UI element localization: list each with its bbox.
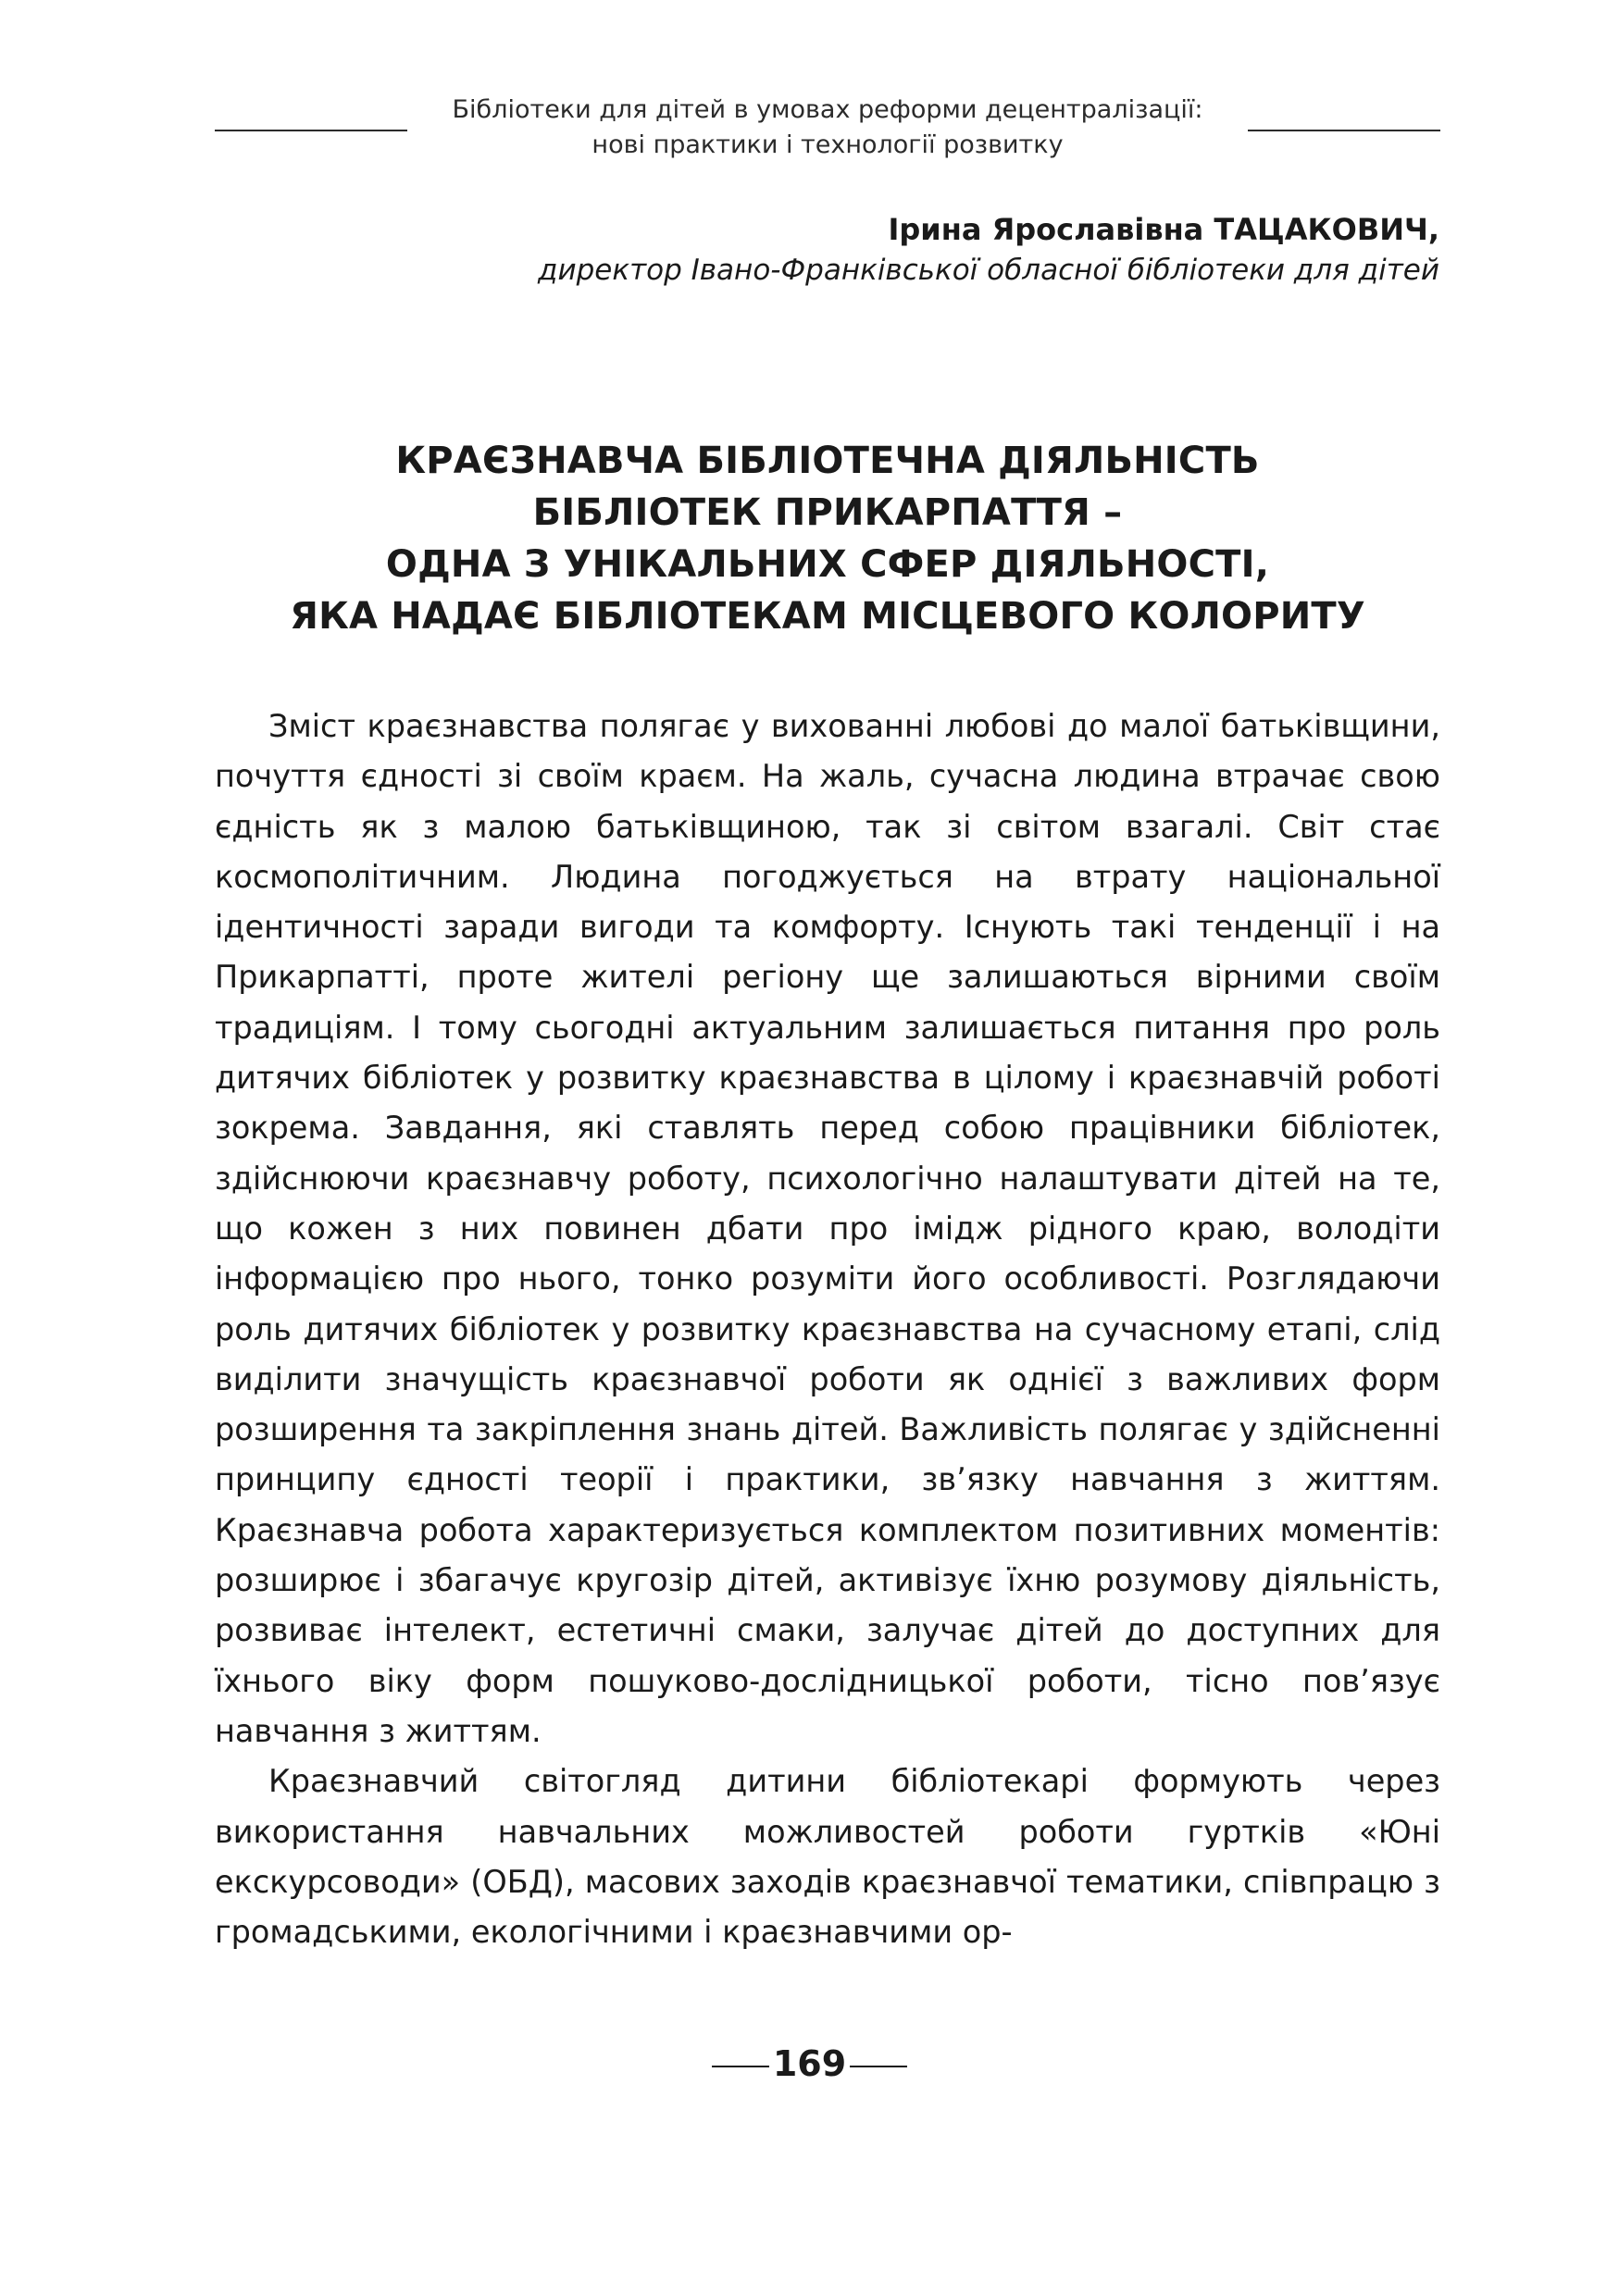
running-header-line-1: Бібліотеки для дітей в умовах реформи децентралізації:: [452, 95, 1203, 124]
title-line: ОДНА З УНІКАЛЬНИХ СФЕР ДІЯЛЬНОСТІ,: [385, 543, 1270, 586]
page-number-footer: [0, 2043, 1619, 2084]
author-name: Ірина Ярославівна ТАЦАКОВИЧ,: [888, 212, 1439, 247]
title-line: БІБЛІОТЕК ПРИКАРПАТТЯ –: [532, 491, 1123, 534]
title-line: КРАЄЗНАВЧА БІБЛІОТЕЧНА ДІЯЛЬНІСТЬ: [395, 440, 1260, 482]
title-line: ЯКА НАДАЄ БІБЛІОТЕКАМ МІСЦЕВОГО КОЛОРИТУ: [290, 595, 1365, 638]
header-rule-left: [215, 130, 407, 131]
author-position: директор Івано-Франківської обласної бібліотеки для дітей: [538, 254, 1439, 287]
running-header: [215, 93, 1440, 163]
page-number-dash-right: [850, 2066, 907, 2067]
article-title: [215, 435, 1440, 642]
body-paragraph: Зміст краєзнавства полягає у вихованні любові до малої батьківщини, почуття єдності зі своїм краєм. На жаль, сучасна людина втрачає свою єдність як з малою батьківщиною, так зі світом взагалі. Світ стає космополітичним. Людина погоджується на втрату національної ідентичності заради вигоди та комфорту. Існують такі тенденції і на Прикарпатті, проте жителі регіону ще залишаються вірними своїм традиціям. І тому сьогодні актуальним залишається питання про роль дитячих бібліотек у розвитку краєзнавства в цілому і краєзнавчій роботі зокрема. Завдання, які ставлять перед собою працівники бібліотек, здійснюючи краєзнавчу роботу, психологічно налаштувати дітей на те, що кожен з них повинен дбати про імідж рідного краю, володіти інформацією про нього, тонко розуміти його особливості. Розглядаючи роль дитячих бібліотек у розвитку краєзнавства на сучасному етапі, слід виділити значущість краєзнавчої роботи як однієї з важливих форм розширення та закріплення знань дітей. Важливість полягає у здійсненні принципу єдності теорії і практики, зв’язку навчання з життям. Краєзнавча робота характеризується комплектом позитивних моментів: розширює і збагачує кругозір дітей, активізує їхню розумову діяльність, розвиває інтелект, естетичні смаки, залучає дітей до доступних для їхнього віку форм пошуково-дослідницької роботи, тісно пов’язує навчання з життям.: [215, 708, 1440, 1749]
article-body: [215, 701, 1440, 1957]
page-number-dash-left: [712, 2066, 769, 2067]
body-paragraph: Краєзнавчий світогляд дитини бібліотекарі формують через використання навчальних можливостей роботи гуртків «Юні екскурсоводи» (ОБД), масових заходів краєзнавчої тематики, співпрацю з громадськими, екологічними і краєзнавчими ор-: [215, 1763, 1440, 1951]
page-number: 169: [772, 2043, 847, 2084]
author-block: [538, 209, 1439, 291]
header-rule-right: [1248, 130, 1440, 131]
running-header-line-2: нові практики і технології розвитку: [592, 130, 1064, 159]
